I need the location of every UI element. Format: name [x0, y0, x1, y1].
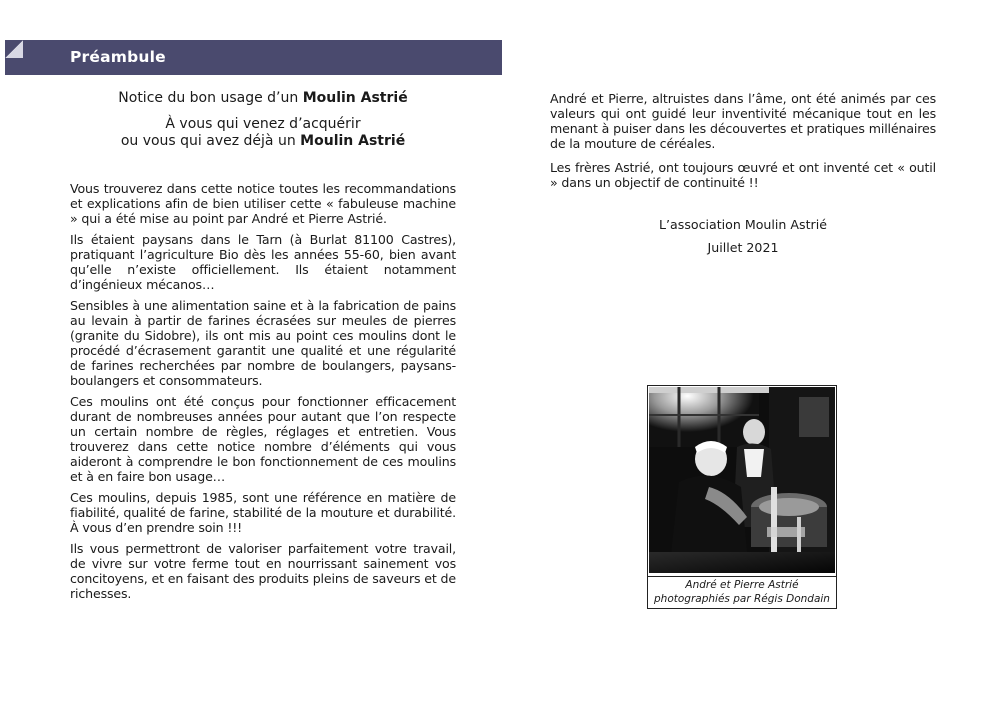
intro-line-3-bold: Moulin Astrié	[300, 133, 406, 149]
photo-caption-line-2: photographiés par Régis Dondain	[654, 593, 830, 605]
signature-date: Juillet 2021	[707, 240, 779, 255]
intro-line-2: À vous qui venez d’acquérir	[165, 116, 361, 132]
signature-association: L’association Moulin Astrié	[659, 217, 827, 232]
paragraph: Ces moulins, depuis 1985, sont une référence en matière de fiabilité, qualité de farine, stabilité de la mouture et durabilité. À vous d’en prendre soin !!!	[70, 490, 456, 535]
paragraph: Sensibles à une alimentation saine et à la fabrication de pains au levain à partir de farines écrasées sur meules de pierres (granite du Sidobre), ils ont mis au point ces moulins dont le procédé d’écrasement garantit une qualité et une régularité de farines recherchées par nombre de boulangers, paysans-boulangers et consommateurs.	[70, 298, 456, 388]
intro-line-1-text: Notice du bon usage d’un	[118, 90, 303, 106]
paragraph: Ces moulins ont été conçus pour fonctionner efficacement durant de nombreuses années pour autant que l’on respecte un certain nombre de règles, réglages et entretien. Vous trouverez dans cette notice nombre d’éléments qui vous aideront à comprendre le bon fonctionnement de ces moulins et à en faire bon usage…	[70, 394, 456, 484]
paragraph: Les frères Astrié, ont toujours œuvré et ont inventé cet « outil » dans un objectif de continuité !!	[550, 160, 936, 190]
left-column	[70, 181, 456, 607]
intro-line-1	[70, 89, 456, 107]
photo-caption-line-1: André et Pierre Astrié	[685, 579, 799, 591]
photo-frame	[647, 385, 837, 609]
intro-line-1-bold: Moulin Astrié	[302, 90, 408, 106]
intro-line-3-text: ou vous qui avez déjà un	[120, 133, 301, 149]
paragraph: André et Pierre, altruistes dans l’âme, ont été animés par ces valeurs qui ont guidé leur inventivité mécanique tout en les menant à puiser dans les découvertes et pratiques millénaires de la mouture de céréales.	[550, 91, 936, 151]
photo-caption	[648, 576, 836, 606]
header-folded-corner	[5, 40, 23, 58]
paragraph: Ils étaient paysans dans le Tarn (à Burlat 81100 Castres), pratiquant l’agriculture Bio dès les années 55-60, bien avant qu’elle n’existe officiellement. Ils étaient notamment d’ingénieux mécanos…	[70, 232, 456, 292]
section-title: Préambule	[70, 48, 166, 66]
paragraph: Vous trouverez dans cette notice toutes les recommandations et explications afin de bien utiliser cette « fabuleuse machine » qui a été mise au point par André et Pierre Astrié.	[70, 181, 456, 226]
paragraph: Ils vous permettront de valoriser parfaitement votre travail, de vivre sur votre ferme tout en nourrissant sainement vos concitoyens, et en faisant des produits pleins de saveurs et de richesses.	[70, 541, 456, 601]
intro-line-3	[70, 132, 456, 150]
photo-andre-pierre-astrie	[649, 387, 835, 573]
right-column	[550, 91, 936, 196]
